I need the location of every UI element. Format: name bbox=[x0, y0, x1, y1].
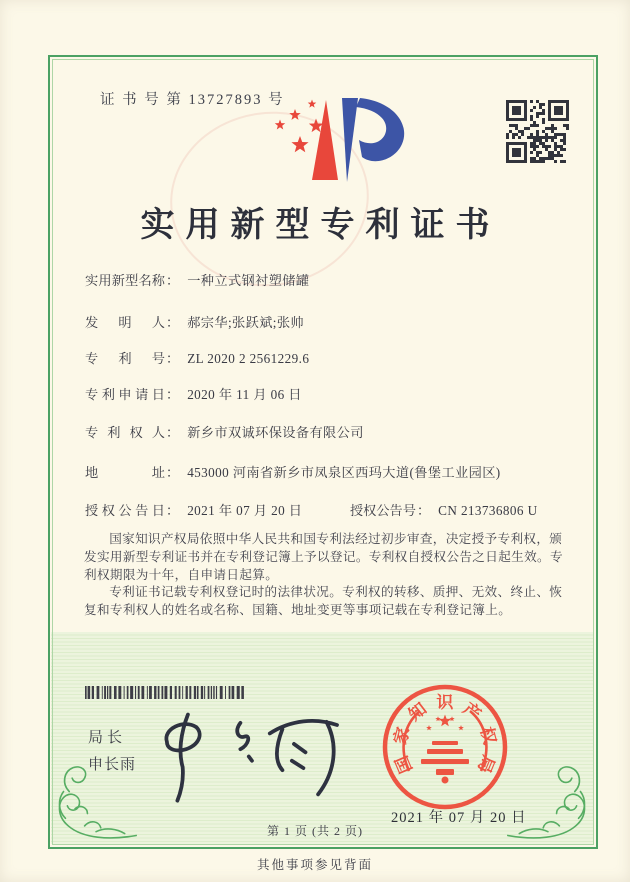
field-value: 一种立式钢衬塑储罐 bbox=[187, 273, 310, 288]
field-colon: ： bbox=[166, 315, 180, 330]
field-colon: ： bbox=[166, 387, 180, 402]
field-value: ZL 2020 2 2561229.6 bbox=[187, 351, 310, 366]
field-value: 郝宗华;张跃斌;张帅 bbox=[187, 315, 305, 330]
field-value: 新乡市双诚环保设备有限公司 bbox=[187, 425, 364, 440]
field-colon: ： bbox=[166, 425, 180, 440]
field-label: 发 明 人 bbox=[85, 315, 165, 330]
barcode bbox=[85, 686, 245, 699]
field-grant-number bbox=[350, 500, 538, 519]
field-colon: ： bbox=[166, 351, 180, 366]
field-row-patentee bbox=[85, 422, 364, 442]
page-indicator: 第 1 页 (共 2 页) bbox=[267, 824, 363, 838]
legal-paragraph-2: 专利证书记载专利权登记时的法律状况。专利权的转移、质押、无效、终止、恢复和专利权人的姓名或名称、国籍、地址变更等事项记载在专利登记簿上。 bbox=[84, 585, 563, 618]
field-colon: ： bbox=[166, 503, 180, 518]
field-label: 专利申请日 bbox=[85, 387, 165, 402]
svg-text:知: 知 bbox=[405, 699, 431, 725]
seal-date: 2021 年 07 月 20 日 bbox=[391, 810, 527, 826]
cnipa-patent-logo-icon bbox=[266, 90, 422, 192]
field-label: 专 利 号 bbox=[85, 351, 165, 366]
field-colon: ： bbox=[166, 465, 180, 480]
field-row-filing-date bbox=[85, 384, 302, 404]
field-row-grant-date bbox=[85, 500, 538, 520]
field-label: 地 址 bbox=[85, 465, 165, 480]
official-seal-icon bbox=[376, 678, 514, 816]
field-colon: ： bbox=[166, 273, 180, 288]
field-label: 实用新型名称 bbox=[85, 273, 165, 288]
field-value: 453000 河南省新乡市凤泉区西玛大道(鲁堡工业园区) bbox=[187, 465, 501, 480]
svg-text:家: 家 bbox=[390, 725, 414, 747]
signer-title: 局长 bbox=[88, 730, 127, 746]
field-label: 专 利 权 人 bbox=[85, 425, 165, 440]
field-label: 授权公告号 bbox=[350, 503, 416, 518]
certificate-title: 实用新型专利证书 bbox=[140, 207, 501, 244]
svg-text:权: 权 bbox=[476, 724, 500, 747]
director-signature-icon bbox=[148, 706, 358, 806]
field-row-patent-number bbox=[85, 348, 309, 368]
field-label: 授权公告日 bbox=[85, 503, 165, 518]
field-value: 2021 年 07 月 20 日 bbox=[187, 503, 303, 518]
svg-text:产: 产 bbox=[459, 698, 485, 725]
field-row-inventors bbox=[85, 312, 304, 332]
legal-paragraph-1: 国家知识产权局依照中华人民共和国专利法经过初步审查，决定授予专利权，颁发实用新型专利证书并在专利登记簿上予以登记。专利权自授权公告之日起生效。专利权期限为十年，自申请日起算。 bbox=[84, 532, 563, 582]
svg-text:局: 局 bbox=[474, 752, 499, 776]
signer-name: 申长雨 bbox=[88, 757, 137, 773]
legal-paragraphs bbox=[84, 531, 568, 620]
field-row-name bbox=[85, 270, 309, 290]
certificate-number: 证 书 号 第 13727893 号 bbox=[100, 92, 285, 108]
field-value: CN 213736806 U bbox=[438, 503, 538, 518]
svg-text:识: 识 bbox=[436, 692, 454, 713]
svg-text:国: 国 bbox=[391, 752, 417, 776]
field-colon: ： bbox=[416, 503, 431, 518]
back-note: 其他事项参见背面 bbox=[256, 858, 373, 872]
field-value: 2020 年 11 月 06 日 bbox=[187, 387, 302, 402]
field-row-address bbox=[85, 462, 501, 482]
qr-code-icon bbox=[506, 100, 569, 163]
